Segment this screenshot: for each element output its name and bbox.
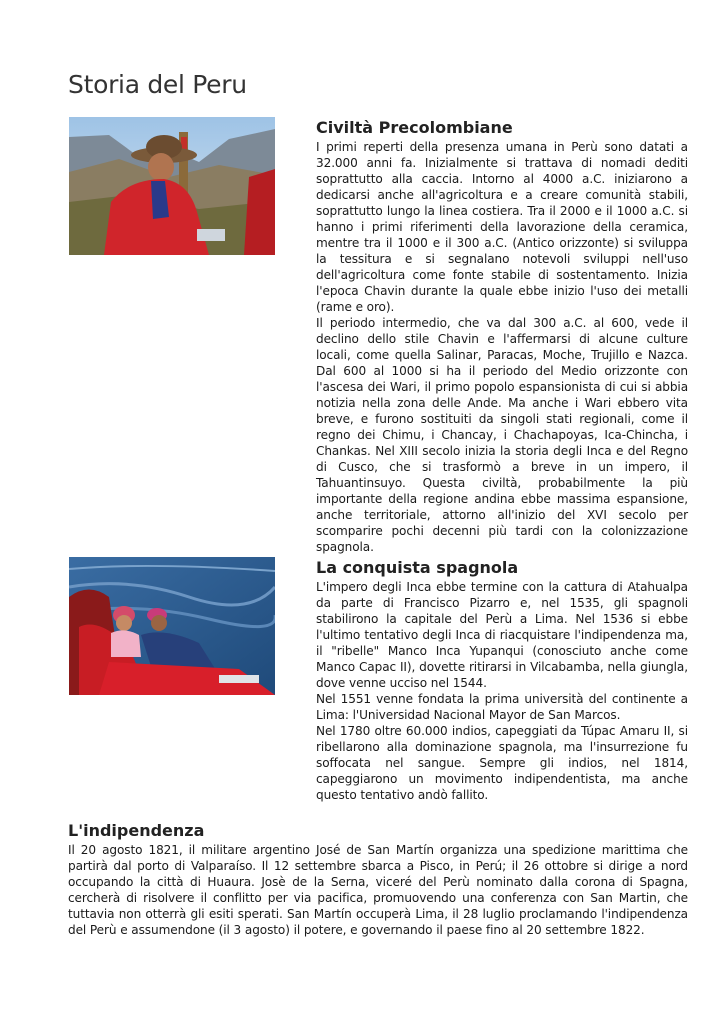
section-paragraph: Nel 1780 oltre 60.000 indios, capeggiati da Túpac Amaru II, si ribellarono alla dominazione spagnola, ma l'insurrezione fu soffocata nel sangue. Sempre gli indios, nel 1814, capeggiarono un movimento indipendentista, ma anche questo tentativo andò fallito. <box>316 724 688 802</box>
page-title: Storia del Peru <box>68 70 247 99</box>
section-paragraph: Il periodo intermedio, che va dal 300 a.C. al 600, vede il declino dello stile Chavin e l'affermarsi di alcune culture locali, come quella Salinar, Paracas, Moche, Trujillo e Nazca. Dal 600 al 1000 si ha il periodo del Medio orizzonte con l'ascesa dei Wari, il primo popolo espansionista di cui si abbia notizia nella zona delle Ande. Ma anche i Wari ebbero vita breve, e furono sostituiti da singoli stati regionali, come il regno dei Chimu, i Chancay, i Chachapoyas, Ica-Chincha, i Chankas. Nel XIII secolo inizia la storia degli Inca e del Regno di Cusco, che si trasformò a breve in un impero, il Tahuantinsuyo. Questa civiltà, probabilmente la più importante della regione andina ebbe massima espansione, anche territoriale, attorno all'inizio del XVI secolo per scomparire pochi decenni più tardi con la colonizzazione spagnola. <box>316 316 688 554</box>
section-paragraph: Nel 1551 venne fondata la prima università del continente a Lima: l'Universidad Nacional Mayor de San Marcos. <box>316 692 688 722</box>
section-la-conquista-spagnola <box>316 558 688 803</box>
section-heading: Civiltà Precolombiane <box>316 118 513 137</box>
section-heading: L'indipendenza <box>68 821 205 840</box>
section-l-indipendenza <box>68 821 688 938</box>
section-heading: La conquista spagnola <box>316 558 519 577</box>
peruvian-woman-weaving-photo <box>69 117 275 255</box>
section-paragraph: I primi reperti della presenza umana in Perù sono datati a 32.000 anni fa. Inizialmente si trattava di nomadi dediti soprattutto alla caccia. Intorno al 4000 a.C. iniziarono a dedicarsi anche all'agricoltura e a creare comunità stabili, soprattutto lungo la linea costiera. Tra il 2000 e il 1000 a.C. si hanno i primi riferimenti della lavorazione della ceramica, mentre tra il 1000 e il 300 a.C. (Antico orizzonte) si sviluppa la tessitura e si segnalano notevoli sviluppi nell'uso dell'agricoltura come fonte stabile di sostentamento. Inizia l'epoca Chavin durante la quale ebbe inizio l'uso dei metalli (rame e oro). <box>316 140 688 314</box>
section-paragraph: L'impero degli Inca ebbe termine con la cattura di Atahualpa da parte di Francisco Pizarro e, nel 1535, gli spagnoli stabilirono la capitale del Perù a Lima. Nel 1536 si ebbe l'ultimo tentativo degli Inca di riacquistare l'indipendenza ma, il "ribelle" Manco Inca Yupanqui (conosciuto anche come Manco Capac II), dovette ritirarsi in Vilcabamba, nella giungla, dove venne ucciso nel 1544. <box>316 580 688 690</box>
section-civilta-precolombiane <box>316 118 688 555</box>
section-paragraph: Il 20 agosto 1821, il militare argentino José de San Martín organizza una spedizione marittima che partirà dal porto di Valparaíso. Il 12 settembre sbarca a Pisco, in Perú; il 26 ottobre si dirige a nord occupando la città di Huaura. Josè de la Serna, viceré del Perù nominato dalla corona di Spagna, cercherà di risolvere il conflitto per via pacifica, promuovendo una conferenza con San Martin, che tuttavia non otterrà gli esiti sperati. San Martín occuperà Lima, il 28 luglio proclamando l'indipendenza del Perù e assumendone (il 3 agosto) il potere, e governando il paese fino al 20 settembre 1822. <box>68 843 688 937</box>
mother-and-child-on-boat-photo <box>69 557 275 695</box>
